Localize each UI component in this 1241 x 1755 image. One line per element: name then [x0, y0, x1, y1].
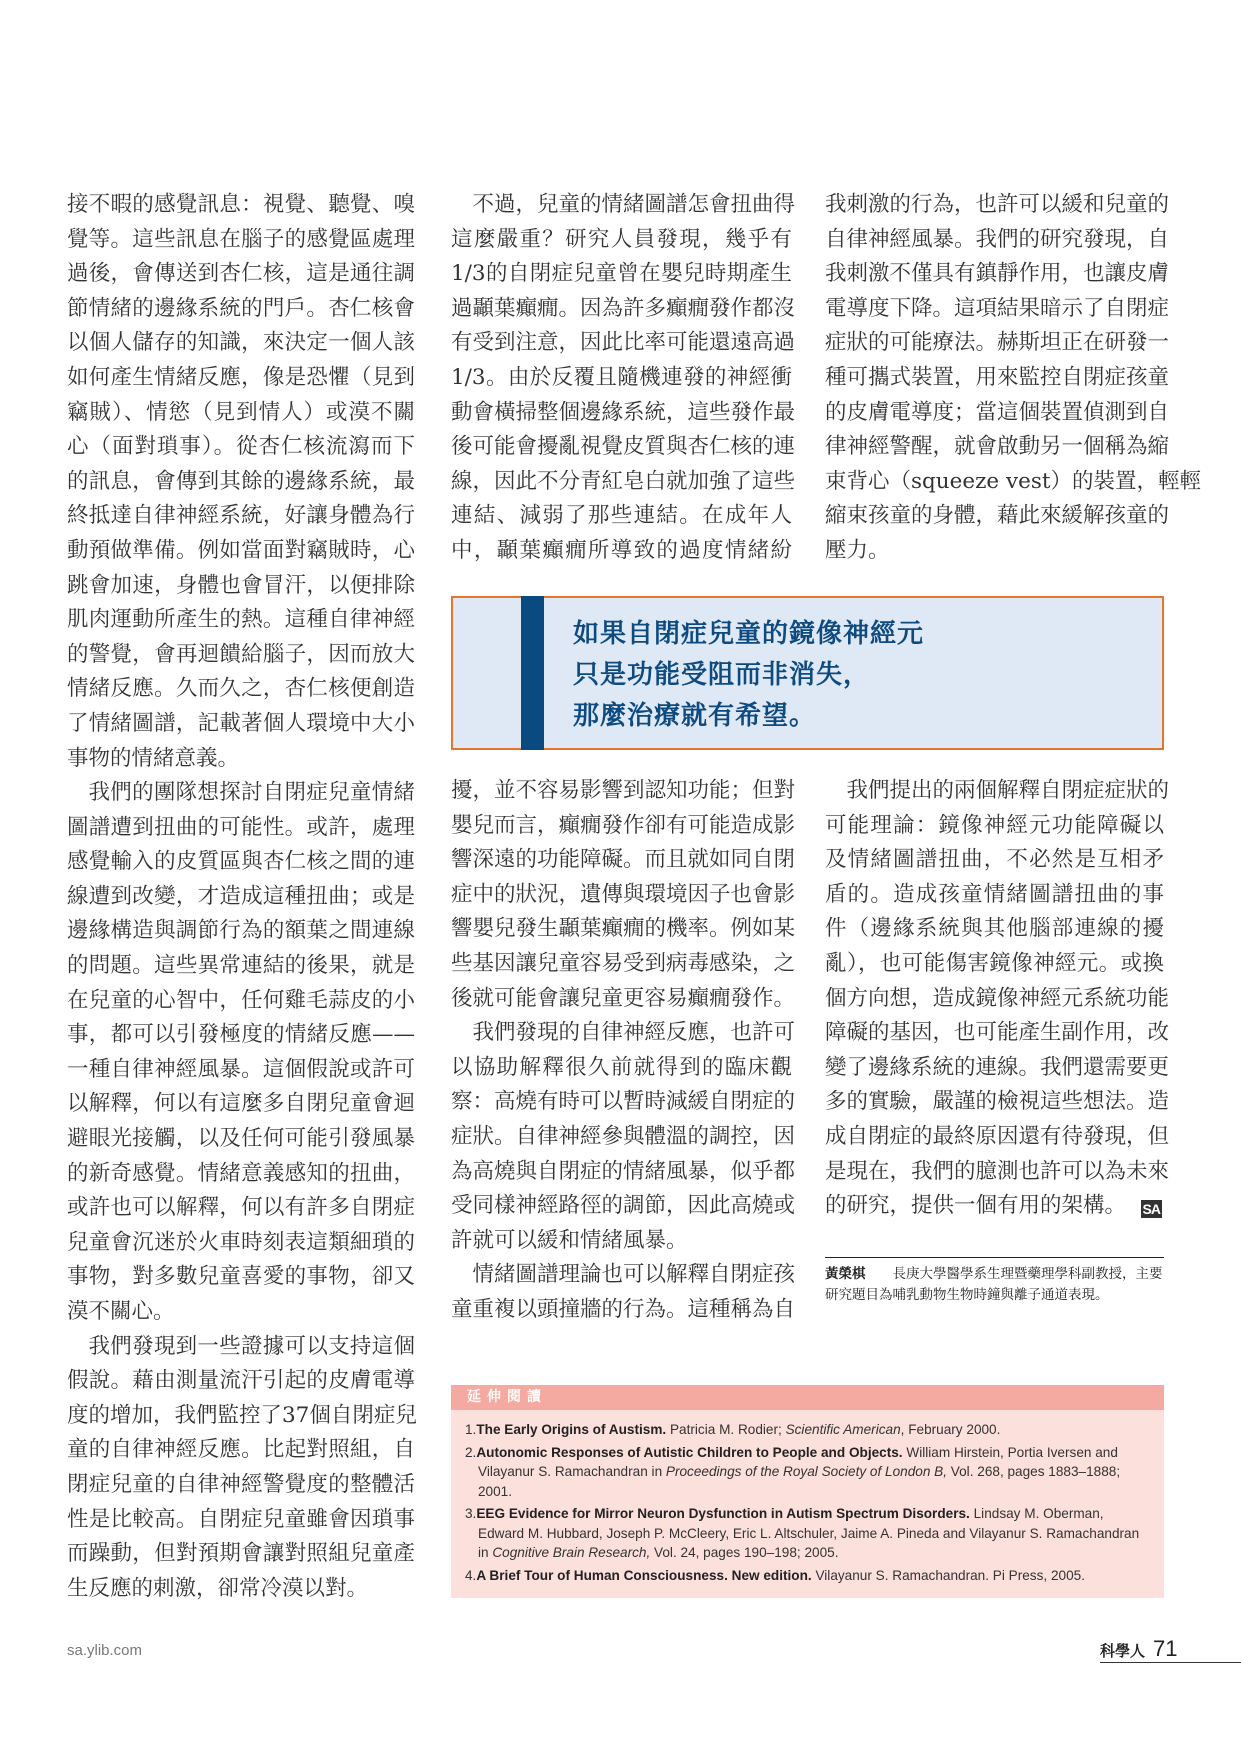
text-line: 是現在，我們的臆測也許可以為未來 — [825, 1158, 1170, 1184]
text-line: 中，顳葉癲癇所導致的過度情緒紛 — [451, 537, 792, 563]
text-line: 以解釋，何以有這麼多自閉兒童會迴 — [67, 1091, 415, 1117]
reference-title: EEG Evidence for Mirror Neuron Dysfunction in Autism Spectrum Disorders. — [476, 1506, 970, 1521]
text-line: 受同樣神經路徑的調節，因此高燒或 — [451, 1193, 796, 1219]
text-line: 邊緣構造與調節行為的額葉之間連線 — [67, 918, 415, 944]
reference-num: 1. — [465, 1422, 477, 1437]
text-line: 了情緒圖譜，記載著個人環境中大小 — [67, 710, 415, 736]
reference-item — [465, 1420, 1150, 1440]
text-line: 響深遠的功能障礙。而且就如同自閉 — [451, 847, 796, 873]
text-line: 一種自律神經風暴。這個假說或許可 — [67, 1056, 415, 1082]
text-line: 以個人儲存的知識，來決定一個人該 — [67, 330, 415, 356]
pull-quote-line: 那麼治療就有希望。 — [573, 701, 817, 731]
website-url: sa.ylib.com — [67, 1642, 143, 1659]
text-line: 後就可能會讓兒童更容易癲癇發作。 — [451, 985, 796, 1011]
text-line: 縮束孩童的身體，藉此來緩解孩童的 — [825, 503, 1170, 529]
text-line: 過後，會傳送到杏仁核，這是通往調 — [67, 261, 415, 287]
text-line: 許就可以緩和情緒風暴。 — [451, 1227, 688, 1253]
reference-pre: Vilayanur S. Ramachandran. Pi Press, 2005. — [811, 1567, 1085, 1583]
text-line: 可能理論：鏡像神經元功能障礙以 — [825, 812, 1164, 838]
text-line: 個方向想，造成鏡像神經元系統功能 — [825, 985, 1170, 1011]
text-line: 律神經警醒，就會啟動另一個稱為縮 — [825, 434, 1170, 460]
pull-quote-line: 只是功能受阻而非消失， — [573, 660, 871, 690]
reference-title: A Brief Tour of Human Consciousness. New edition. — [476, 1567, 812, 1583]
text-line: 有受到注意，因此比率可能還遠高過 — [451, 330, 796, 356]
text-line: 響嬰兒發生顳葉癲癇的機率。例如某 — [451, 916, 796, 942]
text-line: 事，都可以引發極度的情緒反應—— — [67, 1022, 415, 1048]
text-line: 的警覺，會再迴饋給腦子，因而放大 — [67, 641, 415, 667]
reference-post: Vol. 268, pages 1883–1888; 2001. — [478, 1464, 1121, 1499]
text-line: 的皮膚電導度；當這個裝置偵測到自 — [825, 399, 1170, 425]
text-line: 而躁動，但對預期會讓對照組兒童產 — [67, 1541, 415, 1567]
text-line: 肌肉運動所產生的熱。這種自律神經 — [67, 607, 415, 633]
text-line: 為高燒與自閉症的情緒風暴，似乎都 — [451, 1158, 796, 1184]
text-line: 性是比較高。自閉症兒童雖會因瑣事 — [67, 1506, 415, 1532]
text-line: 我們的團隊想探討自閉症兒童情緒 — [88, 780, 415, 806]
text-line: 的研究，提供一個有用的架構。 — [825, 1193, 1127, 1219]
reference-post: , February 2000. — [900, 1422, 1001, 1437]
text-line: 避眼光接觸，以及任何可能引發風暴 — [67, 1126, 415, 1152]
text-line: 如何產生情緒反應，像是恐懼（見到 — [67, 364, 415, 390]
text-line: 障礙的基因，也可能產生副作用，改 — [825, 1020, 1170, 1046]
text-line: 些基因讓兒童容易受到病毒感染，之 — [451, 950, 796, 976]
text-line: 壓力。 — [825, 537, 890, 563]
text-line: 症狀的可能療法。赫斯坦正在研發一 — [825, 330, 1170, 356]
text-line: 度的增加，我們監控了37個自閉症兒 — [67, 1402, 417, 1428]
text-line: 這麼嚴重？研究人員發現，幾乎有 — [451, 226, 792, 252]
text-line: 我們提出的兩個解釋自閉症症狀的 — [846, 778, 1170, 803]
text-line: 感覺輸入的皮質區與杏仁核之間的連 — [67, 849, 415, 875]
reference-item — [465, 1443, 1150, 1502]
text-line: 節情緒的邊緣系統的門戶。杏仁核會 — [67, 295, 415, 321]
text-line: 童重複以頭撞牆的行為。這種稱為自 — [451, 1296, 796, 1322]
text-line: 閉症兒童的自律神經警覺度的整體活 — [67, 1471, 415, 1497]
text-line: 兒童會沉迷於火車時刻表這類細瑣的 — [67, 1229, 415, 1255]
text-line: 擾，並不容易影響到認知功能；但對 — [451, 778, 796, 803]
text-line: 我們發現的自律神經反應，也許可 — [472, 1020, 796, 1046]
text-line: 症狀。自律神經參與體溫的調控，因 — [451, 1123, 796, 1149]
page-number: 71 — [1153, 1636, 1178, 1661]
text-line: 亂），也可能傷害鏡像神經元。或換 — [825, 950, 1164, 976]
text-line: 生反應的刺激，卻常冷漠以對。 — [67, 1575, 369, 1601]
text-line: 假說。藉由測量流汗引起的皮膚電導 — [67, 1368, 415, 1394]
further-reading-title: 延伸閱讀 — [451, 1385, 1164, 1410]
text-line: 嬰兒而言，癲癇發作卻有可能造成影 — [451, 812, 796, 838]
text-line: 盾的。造成孩童情緒圖譜扭曲的事 — [825, 881, 1164, 907]
text-line: 漠不關心。 — [67, 1299, 175, 1324]
reference-item — [465, 1566, 1150, 1586]
text-line: 事物，對多數兒童喜愛的事物，卻又 — [67, 1264, 415, 1290]
article-column-3-top — [825, 188, 1202, 569]
reference-pre: Lindsay M. Oberman, Edward M. Hubbard, Joseph P. McCleery, Eric L. Altschuler, Jaime A. Pineda and Vilayanur S. Ramachandran in — [478, 1506, 1140, 1560]
reference-num: 2. — [465, 1444, 477, 1460]
text-line: 圖譜遭到扭曲的可能性。或許，處理 — [67, 814, 415, 840]
text-line: 線遭到改變，才造成這種扭曲；或是 — [67, 883, 415, 909]
text-line: 童的自律神經反應。比起對照組，自 — [67, 1437, 415, 1463]
text-line: 以協助解釋很久前就得到的臨床觀 — [451, 1054, 792, 1080]
text-line: 接不暇的感覺訊息：視覺、聽覺、嗅 — [67, 192, 415, 217]
text-line: 件（邊緣系統與其他腦部連線的擾 — [825, 916, 1164, 942]
text-line: 覺等。這些訊息在腦子的感覺區處理 — [67, 226, 415, 252]
further-reading-box — [451, 1385, 1164, 1598]
text-line: 的新奇感覺。情緒意義感知的扭曲， — [67, 1160, 415, 1186]
text-line: 多的實驗，嚴謹的檢視這些想法。造 — [825, 1089, 1170, 1115]
text-line: 心（面對瑣事）。從杏仁核流瀉而下 — [67, 434, 415, 460]
text-line: 1/3。由於反覆且隨機連發的神經衝 — [451, 364, 792, 390]
text-line: 在兒童的心智中，任何雞毛蒜皮的小 — [67, 987, 415, 1013]
author-description: 長庚大學醫學系生理暨藥理學科副教授，主要研究題目為哺乳動物生物時鐘與離子通道表現。 — [825, 1266, 1163, 1303]
reference-num: 3. — [465, 1506, 477, 1521]
reference-journal: Cognitive Brain Research, — [492, 1545, 651, 1560]
reference-pre: Patricia M. Rodier; — [666, 1422, 786, 1437]
pull-quote-line: 如果自閉症兒童的鏡像神經元 — [573, 619, 925, 649]
text-line: 動預做準備。例如當面對竊賊時，心 — [67, 537, 415, 563]
text-line: 情緒圖譜理論也可以解釋自閉症孩 — [472, 1262, 796, 1288]
end-mark-sa-logo: SA — [1142, 1200, 1160, 1217]
text-line: 種可攜式裝置，用來監控自閉症孩童 — [825, 364, 1170, 390]
text-line: 終抵達自律神經系統，好讓身體為行 — [67, 503, 415, 529]
text-line: 我們發現到一些證據可以支持這個 — [88, 1333, 415, 1359]
reference-list — [451, 1410, 1164, 1585]
text-line: 我刺激的行為，也許可以緩和兒童的 — [825, 192, 1170, 217]
text-line: 不過，兒童的情緒圖譜怎會扭曲得 — [472, 192, 796, 217]
reference-title: The Early Origins of Austism. — [476, 1422, 667, 1437]
text-line: 變了邊緣系統的連線。我們還需要更 — [825, 1054, 1170, 1080]
reference-title: Autonomic Responses of Autistic Children to People and Objects. — [476, 1444, 903, 1460]
text-line: 的問題。這些異常連結的後果，就是 — [67, 953, 415, 979]
reference-post: Vol. 24, pages 190–198; 2005. — [650, 1545, 839, 1560]
article-column-2-top — [451, 188, 796, 569]
text-line: 情緒反應。久而久之，杏仁核便創造 — [67, 676, 415, 702]
text-line: 束背心（squeeze vest）的裝置，輕輕 — [825, 468, 1202, 494]
text-line: 電導度下降。這項結果暗示了自閉症 — [825, 295, 1170, 321]
reference-num: 4. — [465, 1567, 477, 1583]
text-line: 的訊息，會傳到其餘的邊緣系統，最 — [67, 468, 415, 494]
article-column-2-bottom — [451, 774, 796, 1328]
text-line: 我刺激不僅具有鎮靜作用，也讓皮膚 — [825, 261, 1170, 287]
reference-journal: Scientific American — [785, 1422, 901, 1437]
text-line: 動會橫掃整個邊緣系統，這些發作最 — [451, 399, 796, 425]
reference-journal: Proceedings of the Royal Society of London B, — [665, 1464, 948, 1479]
text-line: 後可能會擾亂視覺皮質與杏仁核的連 — [451, 434, 796, 460]
reference-pre: William Hirstein, Portia Iversen and Vilayanur S. Ramachandran in — [478, 1444, 1118, 1479]
text-line: 過顳葉癲癇。因為許多癲癇發作都沒 — [451, 295, 796, 321]
text-line: 症中的狀況，遺傳與環境因子也會影 — [451, 881, 796, 907]
text-line: 竊賊）、情慾（見到情人）或漠不關 — [67, 399, 415, 425]
text-line: 察：高燒有時可以暫時減緩自閉症的 — [451, 1089, 796, 1115]
magazine-name: 科學人 — [1100, 1643, 1146, 1660]
page-footer — [1100, 1636, 1241, 1663]
pull-quote — [451, 596, 1164, 750]
reference-item — [465, 1504, 1150, 1563]
text-line: 1/3的自閉症兒童曾在嬰兒時期產生 — [451, 261, 792, 287]
author-name: 黃榮棋 — [825, 1266, 866, 1282]
text-line: 線，因此不分青紅皂白就加強了這些 — [451, 468, 796, 494]
author-bio — [825, 1257, 1164, 1306]
text-line: 事物的情緒意義。 — [67, 745, 240, 771]
text-line: 成自閉症的最終原因還有待發現，但 — [825, 1123, 1170, 1149]
text-line: 跳會加速，身體也會冒汗，以便排除 — [67, 572, 415, 598]
text-line: 及情緒圖譜扭曲，不必然是互相矛 — [825, 847, 1164, 873]
text-line: 連結、減弱了那些連結。在成年人 — [451, 503, 792, 529]
text-line: 自律神經風暴。我們的研究發現，自 — [825, 226, 1170, 252]
article-column-3-bottom — [825, 774, 1170, 1224]
text-line: 或許也可以解釋，何以有許多自閉症 — [67, 1195, 415, 1221]
article-column-1 — [67, 188, 415, 1606]
pull-quote-bar — [521, 596, 544, 750]
